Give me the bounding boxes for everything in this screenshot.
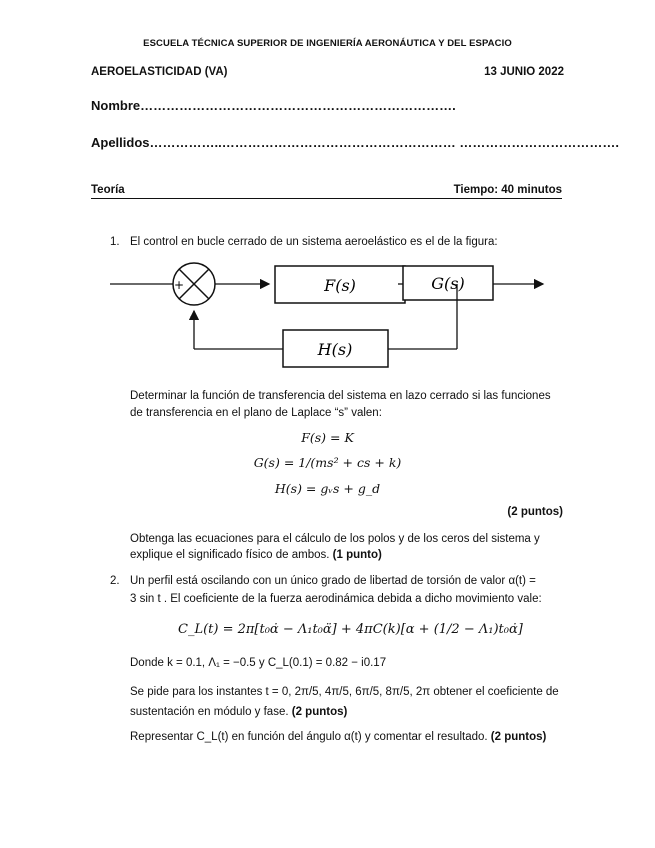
block-h-label: H(s): [317, 340, 353, 359]
q1-paragraph2-text: explique el significado físico de ambos.: [130, 549, 330, 561]
section-label: Teoría: [91, 184, 125, 196]
school-title: ESCUELA TÉCNICA SUPERIOR DE INGENIERÍA AERONÁUTICA Y DEL ESPACIO: [143, 38, 512, 49]
equation-g: G(s) = 1/(ms² + cs + k): [253, 455, 402, 470]
q2-pide-text: sustentación en módulo y fase.: [130, 706, 289, 718]
block-f-label: F(s): [324, 276, 356, 295]
q2-pide-line2: [130, 703, 347, 721]
q2-donde: Donde k = 0.1, Λ₁ = −0.5 y C_L(0.1) = 0.82 − i0.17: [130, 657, 387, 669]
q2-number: 2.: [110, 575, 120, 587]
q1-points-2: (1 punto): [332, 549, 382, 561]
surname-field[interactable]: Apellidos……………..……………………………………………… ……………………………….: [91, 135, 619, 150]
equation-f: F(s) = K: [301, 430, 354, 445]
block-g-label: G(s): [431, 274, 465, 293]
minus-sign: -: [190, 309, 195, 324]
q1-number: 1.: [110, 236, 120, 248]
q2-points-4: (2 puntos): [490, 731, 547, 743]
q1-paragraph2-line2: [130, 546, 382, 564]
equation-h: H(s) = gᵥs + g_d: [274, 481, 381, 496]
exam-date: 13 JUNIO 2022: [484, 66, 564, 78]
q2-line1: Un perfil está oscilando con un único grado de libertad de torsión de valor α(t) =: [130, 575, 536, 587]
q2-points-3: (2 puntos): [291, 706, 348, 718]
q1-paragraph-line1: Determinar la función de transferencia del sistema en lazo cerrado si las funciones: [130, 390, 551, 402]
name-field[interactable]: Nombre……………………………………………………………….: [91, 98, 456, 113]
q1-paragraph-line2: de transferencia en el plano de Laplace “s” valen:: [130, 407, 382, 419]
time-limit: Tiempo: 40 minutos: [453, 184, 562, 196]
plus-sign: +: [174, 278, 185, 292]
q1-points-1: (2 puntos): [507, 506, 563, 518]
section-divider: [91, 198, 562, 199]
q1-paragraph2-line1: Obtenga las ecuaciones para el cálculo de los polos y de los ceros del sistema y: [130, 533, 540, 545]
q2-represent-text: Representar C_L(t) en función del ángulo α(t) y comentar el resultado.: [130, 731, 488, 743]
course-title: AEROELASTICIDAD (VA): [91, 66, 228, 78]
q2-formula: C_L(t) = 2π[t₀α̇ − Λ₁t₀α̈] + 4πC(k)[α + (1/2 − Λ₁)t₀α̇]: [178, 622, 523, 637]
q2-line2: 3 sin t . El coeficiente de la fuerza aerodinámica debida a dicho movimiento vale:: [130, 593, 542, 605]
q2-pide-line1: Se pide para los instantes t = 0, 2π/5, 4π/5, 6π/5, 8π/5, 2π obtener el coeficiente de: [130, 686, 559, 698]
block-diagram: [105, 262, 555, 374]
q2-represent: [130, 728, 546, 746]
q1-intro: El control en bucle cerrado de un sistema aeroelástico es el de la figura:: [130, 236, 498, 248]
